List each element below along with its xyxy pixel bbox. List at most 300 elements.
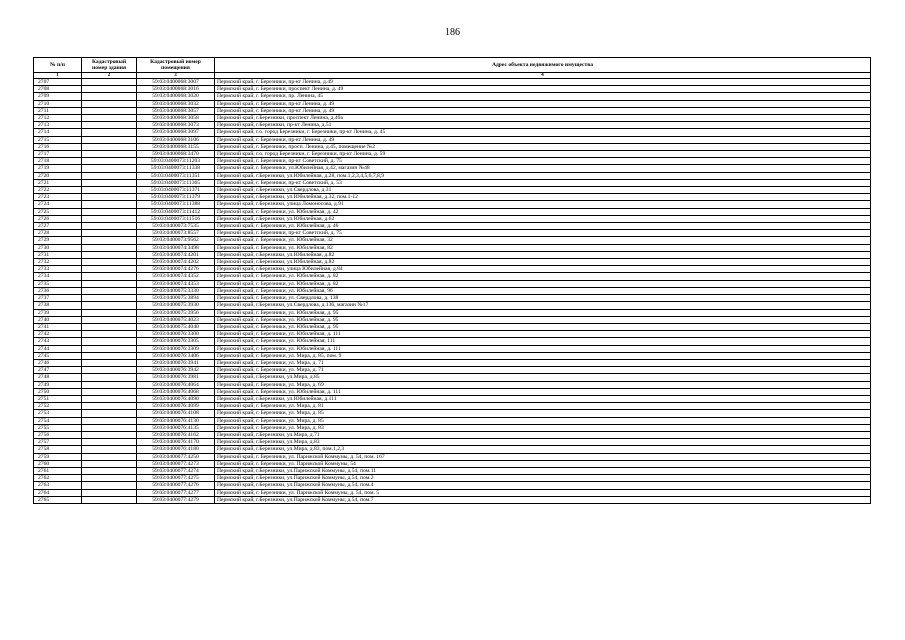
table-row	[34, 251, 871, 258]
table-row	[34, 381, 871, 388]
row-number-cell: 2727	[34, 223, 82, 230]
room-cadastral-cell: 59:03:0400068:3007	[137, 79, 215, 86]
table-row	[34, 453, 871, 460]
address-cell: Пермский край, г. Березники, просп. Ленина, д.45, помещение №2	[215, 143, 871, 150]
address-cell: Пермский край, г.Березники, ул.Свердлова, д.31	[215, 187, 871, 194]
table-row	[34, 237, 871, 244]
address-cell: Пермский край, г.Березники, ул.Юбилейная, д.111	[215, 395, 871, 402]
row-number-cell: 2761	[34, 467, 82, 474]
room-cadastral-cell: 59:03:0400073:11338	[137, 165, 215, 172]
building-cadastral-cell	[82, 251, 137, 258]
table-row	[34, 295, 871, 302]
table-row	[34, 309, 871, 316]
building-cadastral-cell	[82, 230, 137, 237]
building-cadastral-cell	[82, 439, 137, 446]
table-row	[34, 338, 871, 345]
header-room-cadastral: Кадастровый номер помещения	[137, 58, 215, 73]
room-cadastral-cell: 59:03:0400074:3498	[137, 244, 215, 251]
building-cadastral-cell	[82, 266, 137, 273]
row-number-cell: 2741	[34, 323, 82, 330]
address-cell: Пермский край, г. Березники, ул. Юбилейная, 96	[215, 287, 871, 294]
table-row	[34, 424, 871, 431]
address-cell: Пермский край, г. Березники, ул. Мира, д. 85, пом. 9	[215, 352, 871, 359]
table-row	[34, 302, 871, 309]
table-row	[34, 439, 871, 446]
building-cadastral-cell	[82, 201, 137, 208]
row-number-cell: 2731	[34, 251, 82, 258]
table-row	[34, 496, 871, 503]
row-number-cell: 2753	[34, 410, 82, 417]
building-cadastral-cell	[82, 237, 137, 244]
row-number-cell: 2729	[34, 237, 82, 244]
row-number-cell: 2749	[34, 381, 82, 388]
address-cell: Пермский край, г.Березники, ул.Парижской Коммуны, д.54, пом.2	[215, 475, 871, 482]
table-row	[34, 244, 871, 251]
property-table	[33, 57, 871, 504]
address-cell: Пермский край, г.Березники, улица Юбилейная, д.84	[215, 266, 871, 273]
address-cell: Пермский край, г.Березники, ул.Юбилейная, д.28, пом.1,2,3,4,5,6,7,8,9	[215, 172, 871, 179]
building-cadastral-cell	[82, 287, 137, 294]
column-number: 2	[82, 73, 137, 79]
room-cadastral-cell: 59:03:0400075:3894	[137, 295, 215, 302]
row-number-cell: 2716	[34, 143, 82, 150]
building-cadastral-cell	[82, 453, 137, 460]
row-number-cell: 2713	[34, 122, 82, 129]
row-number-cell: 2740	[34, 316, 82, 323]
building-cadastral-cell	[82, 475, 137, 482]
row-number-cell: 2742	[34, 331, 82, 338]
table-row	[34, 374, 871, 381]
address-cell: Пермский край, г. Березники, пр-кт Советский, д. 75	[215, 230, 871, 237]
room-cadastral-cell: 59:03:0400076:4099	[137, 403, 215, 410]
building-cadastral-cell	[82, 410, 137, 417]
room-cadastral-cell: 59:03:0400077:4279	[137, 496, 215, 503]
address-cell: Пермский край, г.Березники, ул.Мира, д.83, пом.1,2,3	[215, 446, 871, 453]
room-cadastral-cell: 59:03:0400073:8557	[137, 230, 215, 237]
address-cell: Пермский край, г. Березники, пр-кт Ленина, д. 49	[215, 107, 871, 114]
address-cell: Пермский край, г.Березники, ул.Свердлова, д.136, магазин №17	[215, 302, 871, 309]
table-row	[34, 273, 871, 280]
row-number-cell: 2752	[34, 403, 82, 410]
table-row	[34, 352, 871, 359]
building-cadastral-cell	[82, 86, 137, 93]
address-cell: Пермский край, г. Березники, пр-кт Ленина, д. 49	[215, 136, 871, 143]
room-cadastral-cell: 59:03:0400077:4273	[137, 460, 215, 467]
room-cadastral-cell: 59:03:0400068:3097	[137, 129, 215, 136]
room-cadastral-cell: 59:03:0400074:4353	[137, 280, 215, 287]
address-cell: Пермский край, г. Березники, ул. Парижской Коммуны, д. 54, пом. 5	[215, 489, 871, 496]
building-cadastral-cell	[82, 79, 137, 86]
address-cell: Пермский край, г. Березники, ул. Парижской Коммуны, д. 54, пом. 167	[215, 453, 871, 460]
building-cadastral-cell	[82, 100, 137, 107]
address-cell: Пермский край, г.Березники, ул.Мира, д.83	[215, 439, 871, 446]
building-cadastral-cell	[82, 467, 137, 474]
row-number-cell: 2718	[34, 158, 82, 165]
building-cadastral-cell	[82, 496, 137, 503]
building-cadastral-cell	[82, 158, 137, 165]
room-cadastral-cell: 59:03:0400073:11379	[137, 194, 215, 201]
row-number-cell: 2726	[34, 215, 82, 222]
room-cadastral-cell: 59:03:0400076:4108	[137, 410, 215, 417]
room-cadastral-cell: 59:03:0400074:4352	[137, 273, 215, 280]
row-number-cell: 2723	[34, 194, 82, 201]
row-number-cell: 2734	[34, 273, 82, 280]
address-cell: Пермский край, г. Березники, пр-кт Советский, д. 53	[215, 179, 871, 186]
room-cadastral-cell: 59:03:0400076:3309	[137, 345, 215, 352]
table-row	[34, 417, 871, 424]
address-cell: Пермский край, г. Березники, ул.Юбилейная, д.42, магазин №48	[215, 165, 871, 172]
column-number: 4	[215, 73, 871, 79]
building-cadastral-cell	[82, 151, 137, 158]
room-cadastral-cell: 59:03:0400073:11351	[137, 172, 215, 179]
page-number: 186	[445, 27, 460, 38]
building-cadastral-cell	[82, 417, 137, 424]
address-cell: Пермский край, г. Березники, ул. Мира, д. 69	[215, 381, 871, 388]
room-cadastral-cell: 59:03:0400074:4276	[137, 266, 215, 273]
room-cadastral-cell: 59:03:0400073:11412	[137, 208, 215, 215]
room-cadastral-cell: 59:03:0400074:4201	[137, 251, 215, 258]
room-cadastral-cell: 59:03:0400076:4130	[137, 417, 215, 424]
building-cadastral-cell	[82, 194, 137, 201]
row-number-cell: 2733	[34, 266, 82, 273]
room-cadastral-cell: 59:03:0400076:3406	[137, 352, 215, 359]
row-number-cell: 2735	[34, 280, 82, 287]
table-row	[34, 151, 871, 158]
row-number-cell: 2754	[34, 417, 82, 424]
row-number-cell: 2725	[34, 208, 82, 215]
building-cadastral-cell	[82, 446, 137, 453]
row-number-cell: 2743	[34, 338, 82, 345]
address-cell: Пермский край, г.Березники, ул.Юбилейная, д.62	[215, 215, 871, 222]
building-cadastral-cell	[82, 345, 137, 352]
table-row	[34, 179, 871, 186]
table-row	[34, 172, 871, 179]
building-cadastral-cell	[82, 388, 137, 395]
address-cell: Пермский край, г. Березники, пр-кт Советский, д. 75	[215, 158, 871, 165]
address-cell: Пермский край, г.Березники, ул.Парижской Коммуны, д.54, пом.11	[215, 467, 871, 474]
address-cell: Пермский край, г.Березники, ул.Юбилейная, д.82	[215, 251, 871, 258]
table-row	[34, 259, 871, 266]
room-cadastral-cell: 59:03:0400068:3016	[137, 86, 215, 93]
building-cadastral-cell	[82, 215, 137, 222]
address-cell: Пермский край, г. Березники, ул. Парижской Коммуны, 54	[215, 460, 871, 467]
building-cadastral-cell	[82, 115, 137, 122]
table-row	[34, 129, 871, 136]
row-number-cell: 2717	[34, 151, 82, 158]
row-number-cell: 2765	[34, 496, 82, 503]
row-number-cell: 2732	[34, 259, 82, 266]
building-cadastral-cell	[82, 165, 137, 172]
building-cadastral-cell	[82, 129, 137, 136]
address-cell: Пермский край, г. Березники, ул. Мира, д. 71	[215, 367, 871, 374]
row-number-cell: 2758	[34, 446, 82, 453]
room-cadastral-cell: 59:03:0400076:3941	[137, 359, 215, 366]
table-row	[34, 280, 871, 287]
room-cadastral-cell: 59:03:0400075:3956	[137, 309, 215, 316]
address-cell: Пермский край, г. Березники, ул. Свердлова, д. 138	[215, 295, 871, 302]
address-cell: Пермский край, г.Березники, ул.Юбилейная, д.32, пом.1-12	[215, 194, 871, 201]
table-row	[34, 201, 871, 208]
table-row	[34, 410, 871, 417]
room-cadastral-cell: 59:03:0400073:11203	[137, 158, 215, 165]
room-cadastral-cell: 59:03:0400068:3057	[137, 107, 215, 114]
address-cell: Пермский край, г. Березники, ул. Юбилейная, д. 46	[215, 223, 871, 230]
room-cadastral-cell: 59:03:0400076:3300	[137, 331, 215, 338]
table-row	[34, 403, 871, 410]
row-number-cell: 2739	[34, 309, 82, 316]
table-row	[34, 287, 871, 294]
room-cadastral-cell: 59:03:0400068:3155	[137, 143, 215, 150]
address-cell: Пермский край, г. Березники, проспект Ленина, д. 49	[215, 86, 871, 93]
column-number: 1	[34, 73, 82, 79]
address-cell: Пермский край, г.Березники, ул.Мира, д.85	[215, 374, 871, 381]
table-row	[34, 93, 871, 100]
address-cell: Пермский край, г.Березники, ул.Юбилейная, д.82	[215, 259, 871, 266]
room-cadastral-cell: 59:03:0400068:3106	[137, 136, 215, 143]
room-cadastral-cell: 59:03:0400076:4064	[137, 381, 215, 388]
table-row	[34, 230, 871, 237]
address-cell: Пермский край, г. Березники, ул. Мира, д. 83	[215, 424, 871, 431]
building-cadastral-cell	[82, 273, 137, 280]
building-cadastral-cell	[82, 93, 137, 100]
row-number-cell: 2720	[34, 172, 82, 179]
row-number-cell: 2737	[34, 295, 82, 302]
table-row	[34, 187, 871, 194]
building-cadastral-cell	[82, 187, 137, 194]
row-number-cell: 2724	[34, 201, 82, 208]
room-cadastral-cell: 59:03:0400076:3942	[137, 367, 215, 374]
table-row	[34, 208, 871, 215]
building-cadastral-cell	[82, 136, 137, 143]
table-row	[34, 467, 871, 474]
room-cadastral-cell: 59:03:0400073:11388	[137, 201, 215, 208]
table-row	[34, 359, 871, 366]
building-cadastral-cell	[82, 309, 137, 316]
address-cell: Пермский край, г. Березники, пр. Ленина, 45	[215, 93, 871, 100]
row-number-cell: 2712	[34, 115, 82, 122]
address-cell: Пермский край, г.Березники, пр-кт Ленина, д.51	[215, 122, 871, 129]
address-cell: Пермский край, г.о. город Березники, г. Березники, пр-кт Ленина, д. 59	[215, 151, 871, 158]
building-cadastral-cell	[82, 460, 137, 467]
row-number-cell: 2721	[34, 179, 82, 186]
table-row	[34, 115, 871, 122]
address-cell: Пермский край, г. Березники, ул. Юбилейная, д. 95	[215, 309, 871, 316]
room-cadastral-cell: 59:03:0400076:3305	[137, 338, 215, 345]
address-cell: Пермский край, г.Березники, улица Ломоносова, д.91	[215, 201, 871, 208]
address-cell: Пермский край, г. Березники, ул. Юбилейная, 32	[215, 237, 871, 244]
building-cadastral-cell	[82, 244, 137, 251]
room-cadastral-cell: 59:03:0400076:4162	[137, 431, 215, 438]
building-cadastral-cell	[82, 295, 137, 302]
row-number-cell: 2755	[34, 424, 82, 431]
row-number-cell: 2710	[34, 100, 82, 107]
row-number-cell: 2714	[34, 129, 82, 136]
table-row	[34, 165, 871, 172]
table-row	[34, 158, 871, 165]
building-cadastral-cell	[82, 359, 137, 366]
building-cadastral-cell	[82, 223, 137, 230]
table-row	[34, 388, 871, 395]
row-number-cell: 2728	[34, 230, 82, 237]
table-row	[34, 345, 871, 352]
table-row	[34, 482, 871, 489]
room-cadastral-cell: 59:03:0400068:3020	[137, 93, 215, 100]
building-cadastral-cell	[82, 431, 137, 438]
table-row	[34, 489, 871, 496]
row-number-cell: 2707	[34, 79, 82, 86]
building-cadastral-cell	[82, 316, 137, 323]
header-address: Адрес объекта недвижимого имущества	[215, 58, 871, 73]
table-row	[34, 100, 871, 107]
building-cadastral-cell	[82, 424, 137, 431]
room-cadastral-cell: 59:03:0400076:4090	[137, 395, 215, 402]
room-cadastral-cell: 59:03:0400076:4180	[137, 446, 215, 453]
table-row	[34, 86, 871, 93]
room-cadastral-cell: 59:03:0400068:3470	[137, 151, 215, 158]
room-cadastral-cell: 59:03:0400075:3930	[137, 302, 215, 309]
address-cell: Пермский край, г.Березники, проспект Ленина, д.49а	[215, 115, 871, 122]
row-number-cell: 2750	[34, 388, 82, 395]
row-number-cell: 2744	[34, 345, 82, 352]
room-cadastral-cell: 59:03:0400073:9562	[137, 237, 215, 244]
room-cadastral-cell: 59:03:0400073:11516	[137, 215, 215, 222]
row-number-cell: 2760	[34, 460, 82, 467]
table-row	[34, 431, 871, 438]
row-number-cell: 2722	[34, 187, 82, 194]
room-cadastral-cell: 59:03:0400075:4023	[137, 316, 215, 323]
building-cadastral-cell	[82, 280, 137, 287]
address-cell: Пермский край, г. Березники, ул. Юбилейная, д. 82	[215, 273, 871, 280]
row-number-cell: 2730	[34, 244, 82, 251]
room-cadastral-cell: 59:03:0400077:4275	[137, 475, 215, 482]
row-number-cell: 2715	[34, 136, 82, 143]
address-cell: Пермский край, г.Березники, ул.Парижской Коммуны, д.54, пом.7	[215, 496, 871, 503]
room-cadastral-cell: 59:03:0400073:7535	[137, 223, 215, 230]
table-row	[34, 194, 871, 201]
row-number-cell: 2763	[34, 482, 82, 489]
table-row	[34, 460, 871, 467]
building-cadastral-cell	[82, 352, 137, 359]
row-number-cell: 2746	[34, 359, 82, 366]
room-cadastral-cell: 59:03:0400077:4250	[137, 453, 215, 460]
header-number: № п/п	[34, 58, 82, 73]
room-cadastral-cell: 59:03:0400073:11371	[137, 187, 215, 194]
building-cadastral-cell	[82, 338, 137, 345]
table-row	[34, 367, 871, 374]
building-cadastral-cell	[82, 172, 137, 179]
address-cell: Пермский край, г.Березники, ул.Мира, д.71	[215, 431, 871, 438]
address-cell: Пермский край, г. Березники, ул. Мира, д. 81	[215, 403, 871, 410]
table-row	[34, 331, 871, 338]
row-number-cell: 2756	[34, 431, 82, 438]
row-number-cell: 2762	[34, 475, 82, 482]
address-cell: Пермский край, г. Березники, пр-кт Ленина, д.49	[215, 79, 871, 86]
row-number-cell: 2759	[34, 453, 82, 460]
building-cadastral-cell	[82, 482, 137, 489]
table-row	[34, 143, 871, 150]
room-cadastral-cell: 59:03:0400077:4276	[137, 482, 215, 489]
building-cadastral-cell	[82, 331, 137, 338]
address-cell: Пермский край, г. Березники, ул. Мира, д. 85	[215, 410, 871, 417]
table-row	[34, 446, 871, 453]
row-number-cell: 2709	[34, 93, 82, 100]
address-cell: Пермский край, г. Березники, пр-кт Ленина, д. 49	[215, 100, 871, 107]
building-cadastral-cell	[82, 367, 137, 374]
column-number: 3	[137, 73, 215, 79]
building-cadastral-cell	[82, 403, 137, 410]
building-cadastral-cell	[82, 208, 137, 215]
row-number-cell: 2738	[34, 302, 82, 309]
row-number-cell: 2747	[34, 367, 82, 374]
row-number-cell: 2736	[34, 287, 82, 294]
building-cadastral-cell	[82, 122, 137, 129]
address-cell: Пермский край, г. Березники, ул. Юбилейная, д. 82	[215, 280, 871, 287]
room-cadastral-cell: 59:03:0400076:3981	[137, 374, 215, 381]
address-cell: Пермский край, г.Березники, ул.Парижской Коммуны, д.54, пом.4	[215, 482, 871, 489]
address-cell: Пермский край, г. Березники, ул. Юбилейная, д. 95	[215, 323, 871, 330]
room-cadastral-cell: 59:03:0400076:4135	[137, 424, 215, 431]
building-cadastral-cell	[82, 179, 137, 186]
building-cadastral-cell	[82, 302, 137, 309]
address-cell: Пермский край, г.о. город Березники, г. Березники, пр-кт Ленина, д. 45	[215, 129, 871, 136]
room-cadastral-cell: 59:03:0400074:4202	[137, 259, 215, 266]
address-cell: Пермский край, г. Березники, ул. Юбилейная, 82	[215, 244, 871, 251]
address-cell: Пермский край, г. Березники, ул. Юбилейная, д. 42	[215, 208, 871, 215]
row-number-cell: 2748	[34, 374, 82, 381]
row-number-cell: 2719	[34, 165, 82, 172]
table-row	[34, 395, 871, 402]
row-number-cell: 2745	[34, 352, 82, 359]
row-number-cell: 2711	[34, 107, 82, 114]
table-row	[34, 475, 871, 482]
building-cadastral-cell	[82, 489, 137, 496]
header-building-cadastral: Кадастровый номер здания	[82, 58, 137, 73]
room-cadastral-cell: 59:03:0400077:4274	[137, 467, 215, 474]
table-row	[34, 266, 871, 273]
address-cell: Пермский край, г. Березники, ул. Юбилейная, 111	[215, 338, 871, 345]
table-row	[34, 136, 871, 143]
address-cell: Пермский край, г. Березники, ул. Юбилейная, д. 111	[215, 331, 871, 338]
room-cadastral-cell: 59:03:0400076:4170	[137, 439, 215, 446]
building-cadastral-cell	[82, 374, 137, 381]
room-cadastral-cell: 59:03:0400076:4068	[137, 388, 215, 395]
room-cadastral-cell: 59:03:0400068:3073	[137, 122, 215, 129]
room-cadastral-cell: 59:03:0400073:11365	[137, 179, 215, 186]
row-number-cell: 2764	[34, 489, 82, 496]
table-row	[34, 316, 871, 323]
table-row	[34, 79, 871, 86]
row-number-cell: 2751	[34, 395, 82, 402]
address-cell: Пермский край, г. Березники, ул. Юбилейная, д. 111	[215, 345, 871, 352]
room-cadastral-cell: 59:03:0400077:4277	[137, 489, 215, 496]
table-row	[34, 323, 871, 330]
table-row	[34, 107, 871, 114]
row-number-cell: 2708	[34, 86, 82, 93]
room-cadastral-cell: 59:03:0400075:4040	[137, 323, 215, 330]
room-cadastral-cell: 59:03:0400068:3058	[137, 115, 215, 122]
room-cadastral-cell: 59:03:0400068:3032	[137, 100, 215, 107]
table-row	[34, 122, 871, 129]
building-cadastral-cell	[82, 107, 137, 114]
building-cadastral-cell	[82, 381, 137, 388]
building-cadastral-cell	[82, 395, 137, 402]
address-cell: Пермский край, г. Березники, ул. Юбилейная, д. 95	[215, 316, 871, 323]
building-cadastral-cell	[82, 259, 137, 266]
table-row	[34, 215, 871, 222]
building-cadastral-cell	[82, 143, 137, 150]
address-cell: Пермский край, г. Березники, ул. Мира, д. 71	[215, 359, 871, 366]
address-cell: Пермский край, г. Березники, ул. Мира, д. 85	[215, 417, 871, 424]
